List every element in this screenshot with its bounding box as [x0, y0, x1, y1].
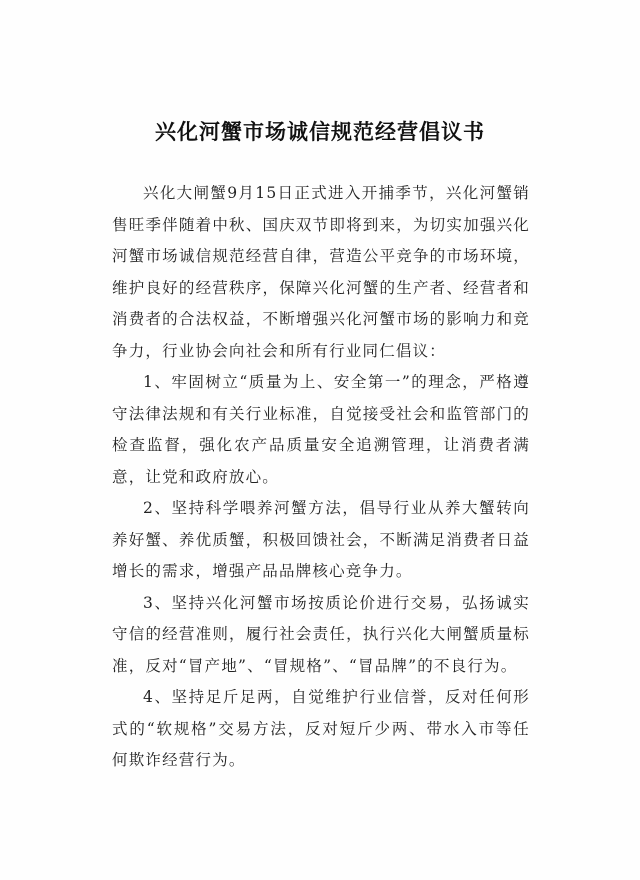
intro-paragraph: 兴化大闸蟹9月15日正式进入开捕季节，兴化河蟹销售旺季伴随着中秋、国庆双节即将到来，为切实加强兴化河蟹市场诚信规范经营自律，营造公平竞争的市场环境，维护良好的经营秩序，保障兴化河蟹的生产者、经营者和消费者的合法权益，不断增强兴化河蟹市场的影响力和竞争力，行业协会向社会和所有行业同仁倡议：: [112, 184, 530, 360]
proposal-item-1: 1、牢固树立“质量为上、安全第一”的理念，严格遵守法律法规和有关行业标准，自觉接受社会和监管部门的检查监督，强化农产品质量安全追溯管理，让消费者满意，让党和政府放心。: [112, 373, 530, 486]
document-body: [112, 178, 530, 777]
document-title: 兴化河蟹市场诚信规范经营倡议书: [155, 120, 485, 144]
proposal-item-2: 2、坚持科学喂养河蟹方法，倡导行业从养大蟹转向养好蟹、养优质蟹，积极回馈社会，不断满足消费者日益增长的需求，增强产品品牌核心竞争力。: [112, 499, 530, 580]
proposal-item-4: 4、坚持足斤足两，自觉维护行业信誉，反对任何形式的“软规格”交易方法，反对短斤少两、带水入市等任何欺诈经营行为。: [112, 688, 530, 769]
proposal-item-3: 3、坚持兴化河蟹市场按质论价进行交易，弘扬诚实守信的经营准则，履行社会责任，执行兴化大闸蟹质量标准，反对“冒产地”、“冒规格”、“冒品牌”的不良行为。: [112, 593, 530, 675]
